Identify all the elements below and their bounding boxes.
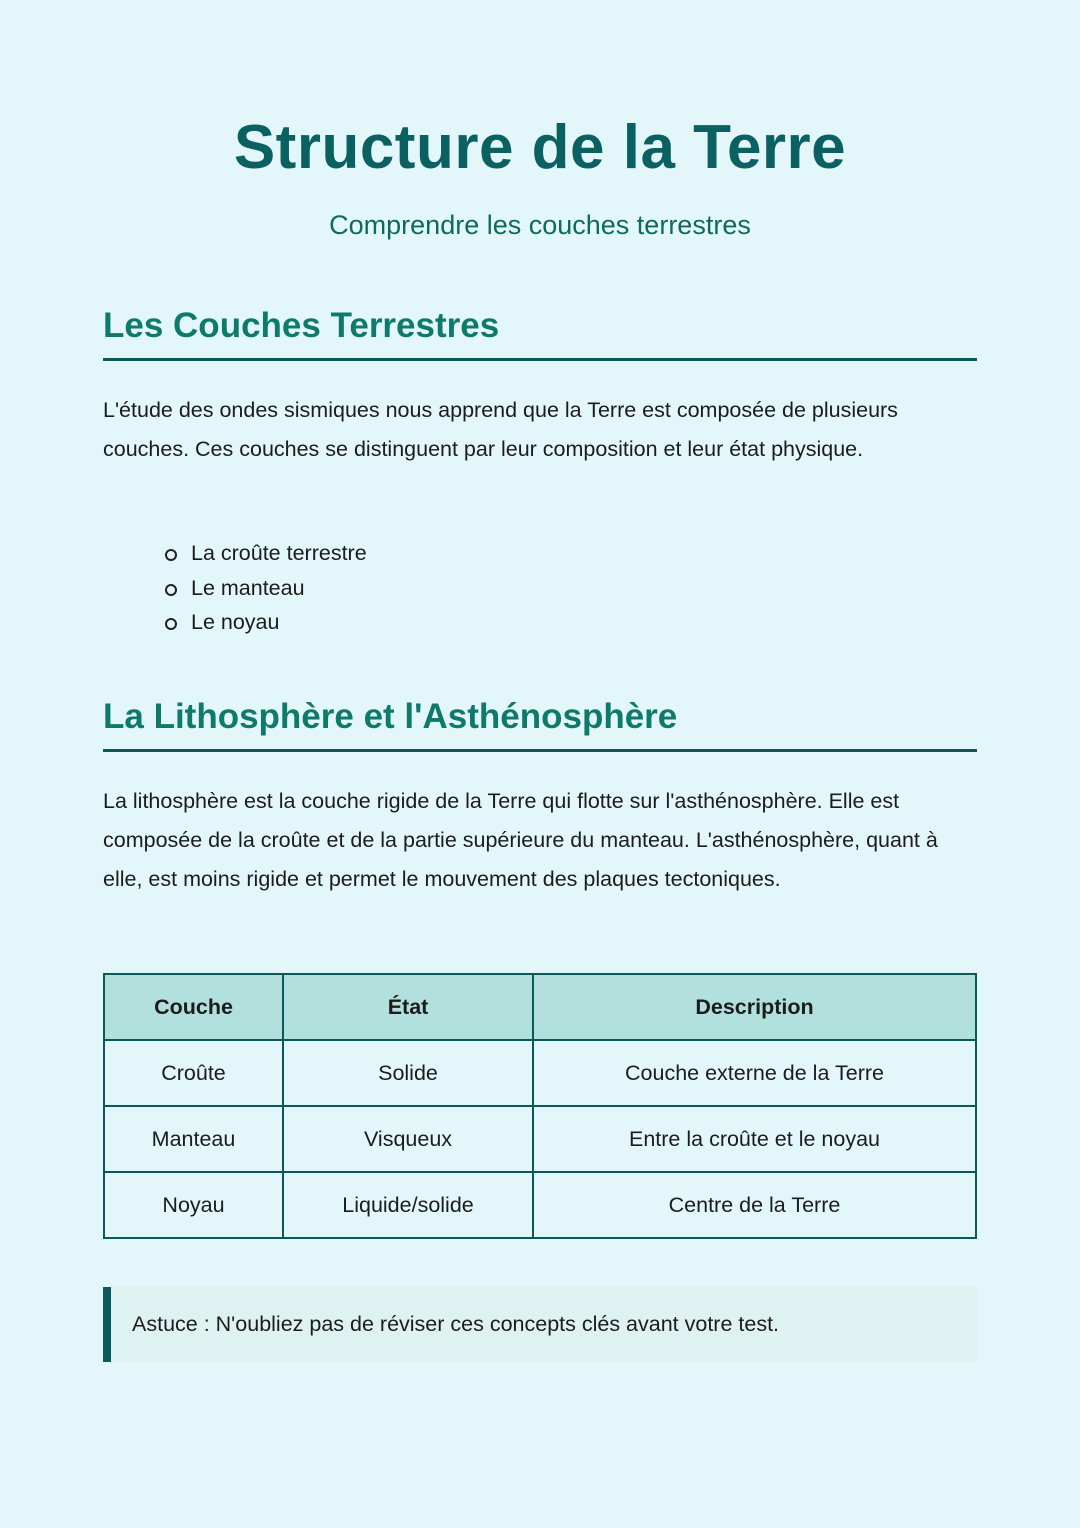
- list-item: Le noyau: [165, 605, 367, 640]
- layers-list: [165, 536, 367, 640]
- section-paragraph: L'étude des ondes sismiques nous apprend que la Terre est composée de plusieurs couches. Ces couches se distinguent par leur composition et leur état physique.: [103, 398, 898, 461]
- table-row: [104, 1106, 976, 1172]
- table-cell: Liquide/solide: [283, 1172, 533, 1238]
- tip-callout: Astuce : N'oubliez pas de réviser ces concepts clés avant votre test.: [103, 1287, 977, 1362]
- table-row: [104, 1172, 976, 1238]
- table-cell: Manteau: [104, 1106, 283, 1172]
- header-cell: Couche: [104, 974, 283, 1040]
- list-item: Le manteau: [165, 571, 367, 606]
- table-cell: Centre de la Terre: [533, 1172, 976, 1238]
- page-title: Structure de la Terre: [233, 113, 847, 182]
- layers-table: [103, 973, 977, 1239]
- table-cell: Entre la croûte et le noyau: [533, 1106, 976, 1172]
- section-heading-couches: Les Couches Terrestres: [103, 306, 977, 361]
- header-cell: Description: [533, 974, 976, 1040]
- table-cell: Visqueux: [283, 1106, 533, 1172]
- table-cell: Croûte: [104, 1040, 283, 1106]
- table-cell: Noyau: [104, 1172, 283, 1238]
- section-paragraph: La lithosphère est la couche rigide de la Terre qui flotte sur l'asthénosphère. Elle est composée de la croûte et de la partie supérieure du manteau. L'asthénosphère, quant à elle, est moins rigide et permet le mouvement des plaques tectoniques.: [103, 789, 938, 891]
- section-heading-lithosphere: La Lithosphère et l'Asthénosphère: [103, 697, 977, 752]
- header-cell: État: [283, 974, 533, 1040]
- table-row: [104, 1040, 976, 1106]
- table-cell: Solide: [283, 1040, 533, 1106]
- page-subtitle: Comprendre les couches terrestres: [329, 210, 751, 240]
- list-item: La croûte terrestre: [165, 536, 367, 571]
- table-header-row: [104, 974, 976, 1040]
- table-cell: Couche externe de la Terre: [533, 1040, 976, 1106]
